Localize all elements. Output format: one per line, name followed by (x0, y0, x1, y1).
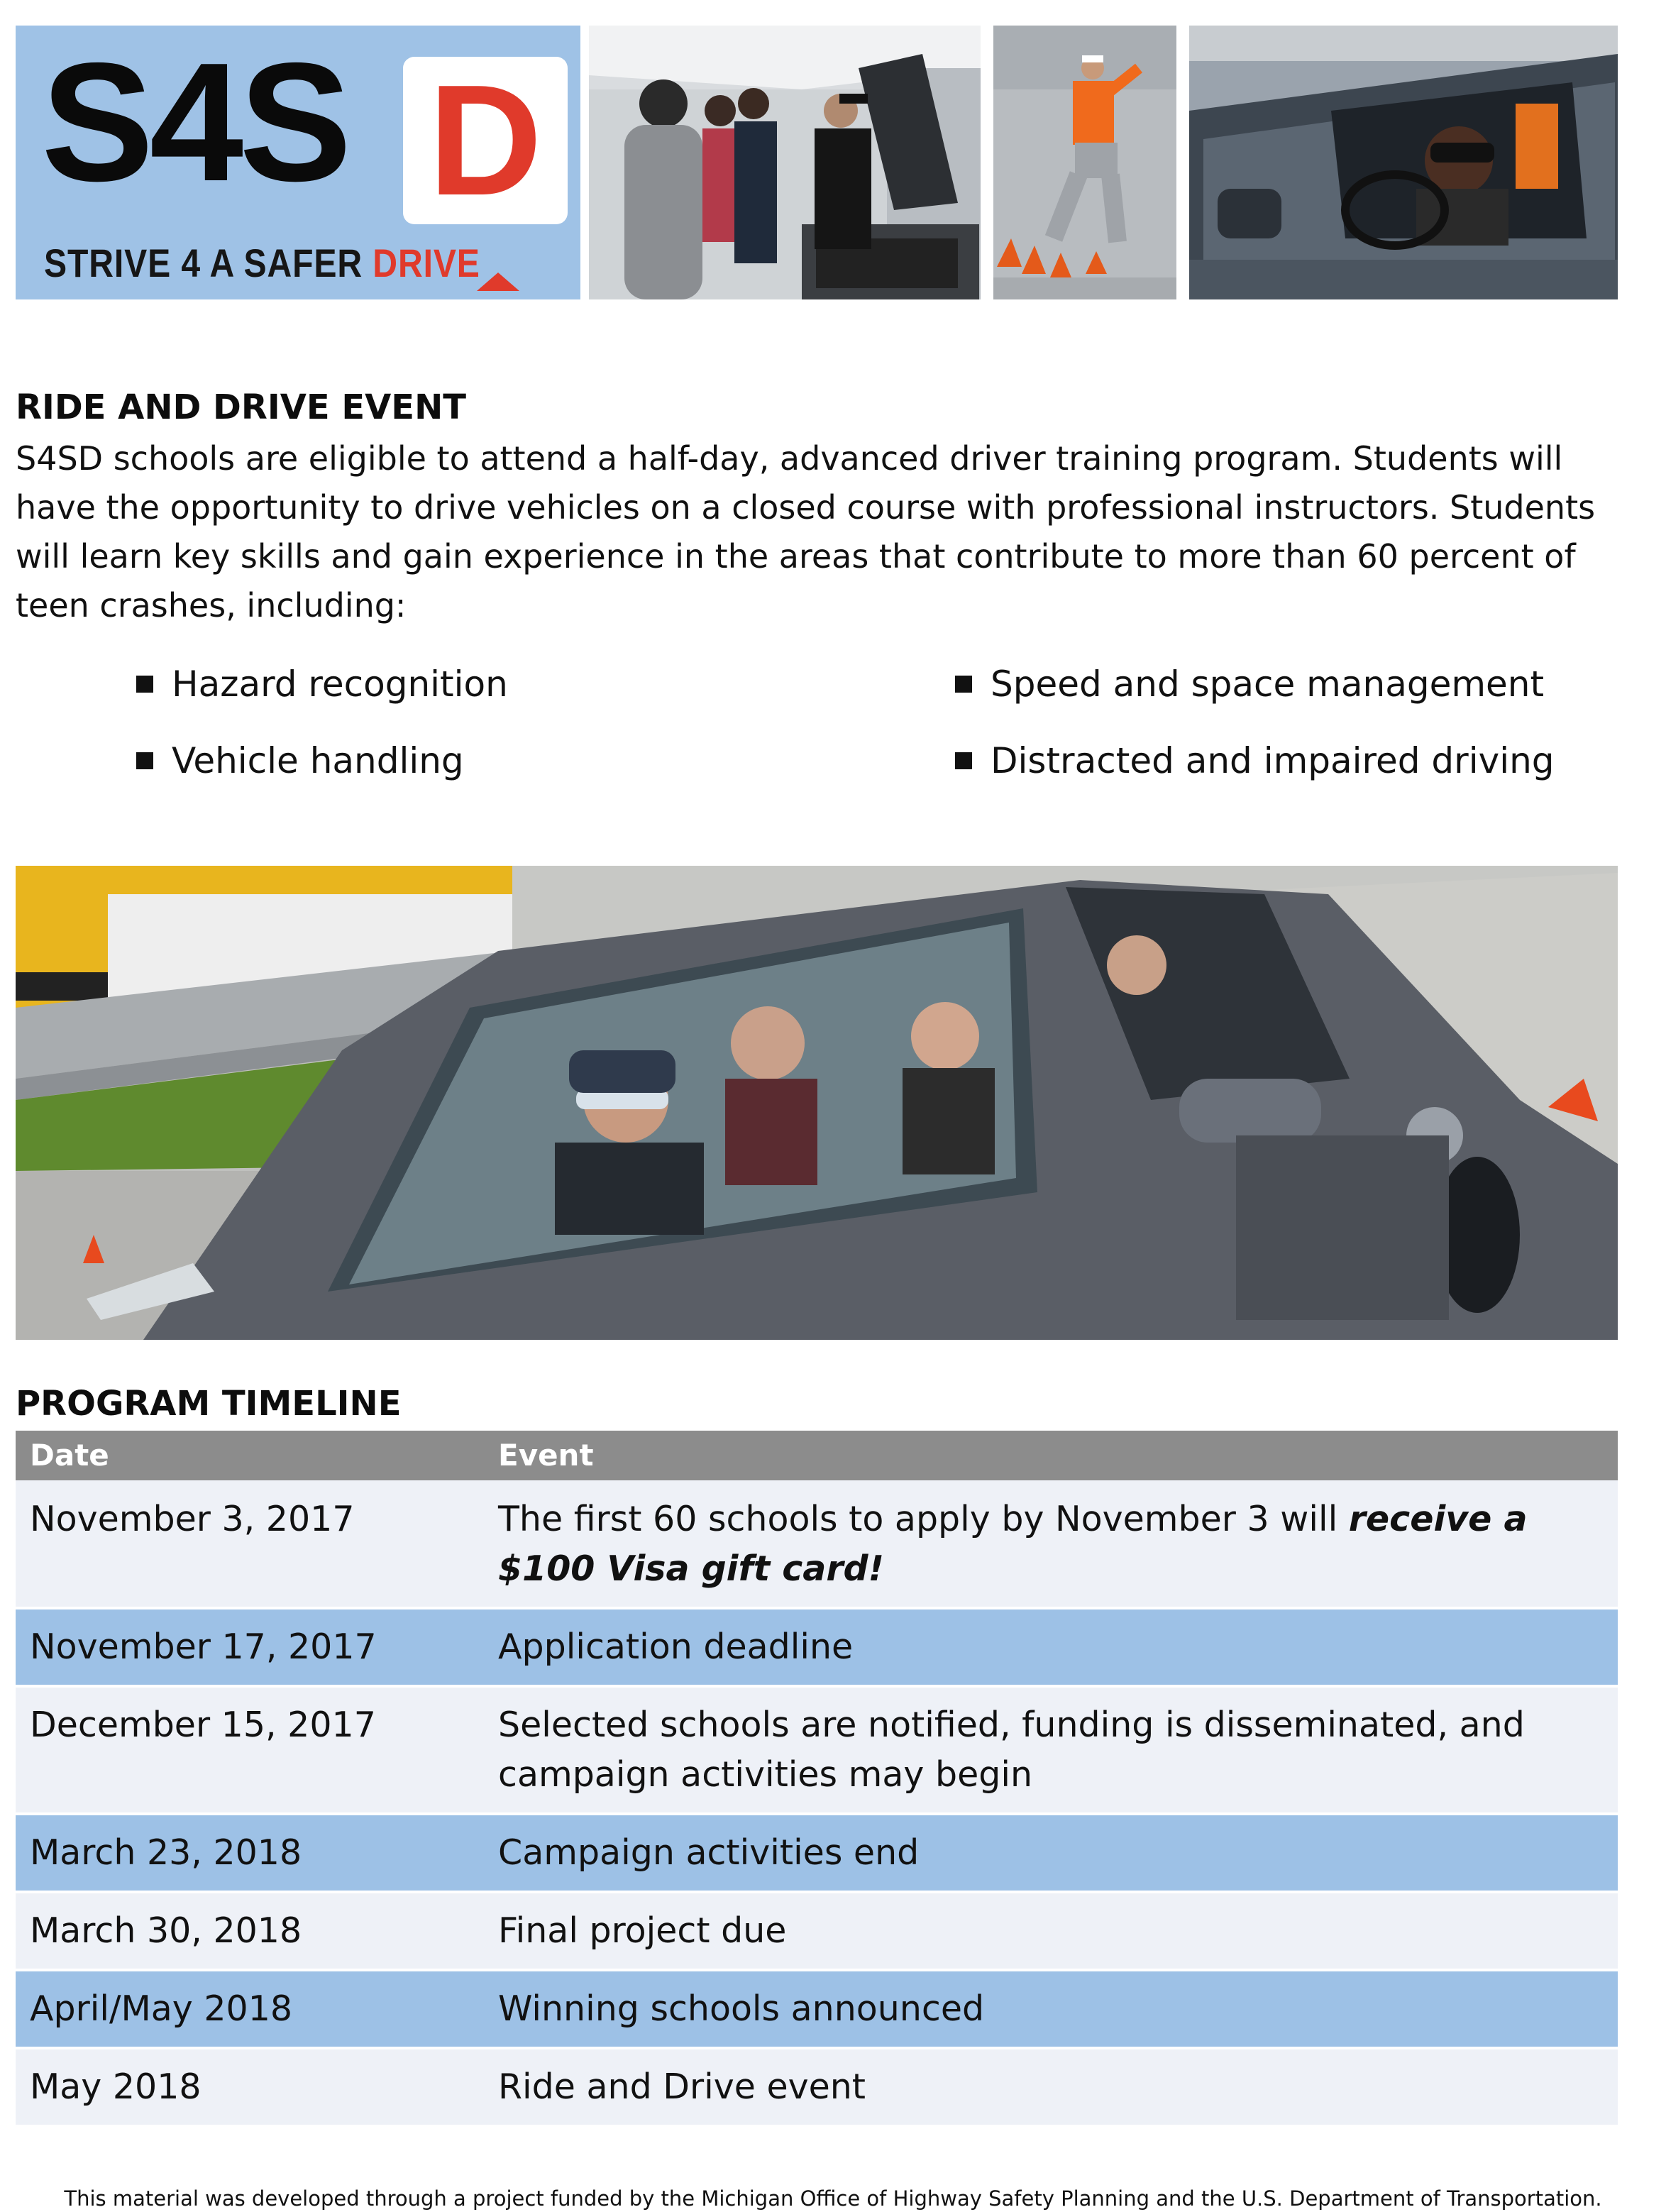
tagline-part1: STRIVE 4 A SAFER (44, 241, 373, 285)
bullet-text: Vehicle handling (172, 740, 464, 781)
table-row (16, 1610, 1618, 1685)
logo-tagline (44, 238, 480, 288)
bullet-text: Speed and space management (991, 664, 1545, 705)
bullet-item (136, 739, 464, 782)
table-row (16, 1893, 1618, 1969)
bullet-text: Hazard recognition (172, 664, 508, 705)
tagline-part2: DRIVE (373, 241, 480, 285)
logo-letter-d: D (428, 53, 543, 229)
row-date: May 2018 (30, 2067, 202, 2107)
funding-footer: This material was developed through a project funded by the Michigan Office of Highway Safety Planning and the U.S. Department of Transportation. (64, 2186, 1602, 2211)
s4sd-logo (16, 26, 580, 299)
row-date: December 15, 2017 (30, 1705, 376, 1745)
header-date: Date (30, 1438, 109, 1473)
photo-car-driving-course (16, 866, 1618, 1340)
row-event: Winning schools announced (498, 1988, 985, 2029)
bullet-item (955, 663, 1544, 705)
table-row (16, 1688, 1618, 1812)
row-event: Selected schools are notified, funding is disseminated, and campaign activities may begin (498, 1705, 1525, 1795)
triangle-icon (477, 273, 519, 291)
logo-letters: S4S (41, 28, 348, 216)
header-event: Event (498, 1438, 594, 1473)
timeline-heading: PROGRAM TIMELINE (16, 1384, 402, 1424)
row-date: April/May 2018 (30, 1988, 293, 2029)
row-event (498, 1495, 1604, 1594)
row-event: Application deadline (498, 1627, 854, 1667)
square-bullet-icon (955, 676, 972, 693)
photo-driver-goggles (1189, 26, 1618, 299)
table-row (16, 2049, 1618, 2125)
square-bullet-icon (136, 676, 153, 693)
square-bullet-icon (955, 752, 972, 769)
logo-d-badge (403, 53, 568, 229)
bullet-item (136, 663, 508, 705)
row-event: Final project due (498, 1910, 787, 1951)
row-event: Campaign activities end (498, 1832, 920, 1873)
bullet-item (955, 739, 1555, 782)
photo-instructor-engine (589, 26, 981, 299)
table-row (16, 1815, 1618, 1891)
timeline-table (16, 1431, 1618, 2125)
ride-drive-heading: RIDE AND DRIVE EVENT (16, 387, 466, 427)
square-bullet-icon (136, 752, 153, 769)
row-date: March 23, 2018 (30, 1832, 302, 1873)
row-event-emphasis: receive a $100 Visa gift card! (498, 1499, 1528, 1589)
bullet-text: Distracted and impaired driving (991, 740, 1555, 781)
photo-cone-drill (993, 26, 1176, 299)
table-row (16, 1480, 1618, 1607)
ride-drive-description: S4SD schools are eligible to attend a half-day, advanced driver training program. Students will have the opportunity to drive vehicles on a closed course with professional instructors. Students will learn key skills and gain experience in the areas that contribute to more than 60 percent of teen crashes, including: (16, 439, 1596, 624)
row-date: November 17, 2017 (30, 1627, 377, 1667)
row-event-text: The first 60 schools to apply by November 3 will (498, 1499, 1349, 1539)
table-header-row (16, 1431, 1618, 1480)
row-date: March 30, 2018 (30, 1910, 302, 1951)
row-event: Ride and Drive event (498, 2067, 866, 2107)
row-date: November 3, 2017 (30, 1499, 355, 1539)
table-row (16, 1971, 1618, 2047)
